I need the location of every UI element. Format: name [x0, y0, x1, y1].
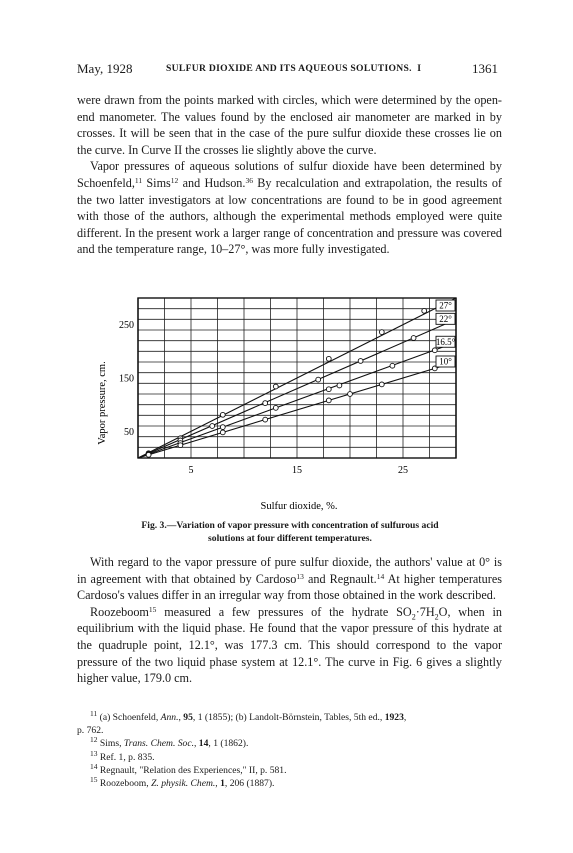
ref-14: 14 [376, 571, 385, 581]
data-point [337, 383, 342, 388]
series-label: 10° [439, 356, 452, 367]
header-part: I [417, 63, 422, 74]
data-point [326, 356, 331, 361]
data-point [411, 336, 416, 341]
data-point [220, 425, 225, 430]
data-point [273, 405, 278, 410]
p4-text-d: O, when in equilibrium with the liquid phase. He found that the vapor pressure of this hydrate at the quadruple point, 12.1°, was 177.3 cm. This should correspond to the vapor pressure of the two liquid phase system at 12.1°. The curve in Fig. 6 gives a slightly higher value, 179.0 cm. [77, 604, 502, 686]
y-tick-label: 250 [119, 320, 134, 332]
y-tick-label: 50 [124, 426, 134, 438]
data-point [326, 387, 331, 392]
ref-36: 36 [245, 175, 253, 185]
ref-15: 15 [148, 604, 157, 614]
fn11-year: 1923 [384, 712, 404, 723]
p2-text-b: Sims [142, 175, 171, 190]
p3-text-b: and Regnault. [303, 571, 377, 586]
p3-text-a: With regard to the vapor pressure of pure sulfur dioxide, the authors' value at 0° is in agreement with that obtained by Cardoso [77, 555, 502, 586]
fn14-text: Regnault, "Relation des Experiences," II, p. 581. [97, 764, 287, 776]
data-point [220, 412, 225, 417]
fn11-volume: 95 [183, 712, 193, 723]
data-point [379, 330, 384, 335]
p2-text-d: By recalculation and extrapolation, the results of the two latter investigators at low concentrations are found to be in good agreement with those of the authors, although the experimental methods employed were quite different. In the present work a larger range of concentration and pressure was covered and the temperature range, 10–27°, was more fully investigated. [77, 175, 502, 257]
data-point [273, 384, 278, 389]
p2-text-a: Vapor pressures of aqueous solutions of sulfur dioxide have been determined by Schoenfeld, [77, 159, 502, 190]
data-point [422, 308, 427, 313]
x-tick-label: 25 [398, 465, 408, 476]
data-point [316, 377, 321, 382]
series-label: 22° [439, 313, 452, 324]
series-label: 16.5° [435, 336, 456, 347]
data-point [326, 398, 331, 403]
fn12-volume: 14 [198, 738, 209, 750]
header-title [166, 63, 421, 74]
fn12-text-a: Sims, [97, 738, 124, 750]
data-point [358, 359, 363, 364]
data-point [146, 452, 151, 457]
footnote-14 [77, 761, 502, 777]
x-tick-label: 5 [188, 465, 194, 476]
running-header [77, 61, 498, 79]
data-point [432, 348, 437, 353]
footnote-15 [77, 777, 502, 790]
paragraph-3 [77, 554, 502, 604]
y-tick-label: 150 [119, 373, 134, 385]
x-tick-label: 15 [292, 465, 302, 476]
fn13-text: Ref. 1, p. 835. [97, 751, 155, 763]
data-point [348, 392, 353, 397]
footnote-11-cont: p. 762. [77, 725, 104, 737]
p2-text-c: and Hudson. [178, 175, 246, 190]
figure-caption [90, 519, 490, 545]
p4-text-a: Roozeboom [90, 604, 149, 619]
data-point [263, 401, 268, 406]
footnotes [77, 711, 502, 790]
fn15-text-c: , 206 (1887). [224, 778, 275, 790]
ref-12: 12 [170, 175, 179, 185]
p4-text-b: measured a few pressures of the hydrate SO [156, 604, 412, 619]
data-point [210, 424, 215, 429]
data-point [263, 417, 268, 422]
paragraph-2 [77, 158, 502, 258]
paragraph-4 [77, 604, 502, 687]
fn-mark-11: 11 [90, 709, 98, 718]
subscript-2b: 2 [434, 612, 439, 622]
y-axis-label: Vapor pressure, cm. [97, 361, 108, 445]
footnote-12 [77, 737, 502, 750]
header-date: May, 1928 [77, 61, 133, 76]
fn11-text-b: , [178, 712, 184, 723]
fn15-journal: Z. physik. Chem. [151, 778, 216, 790]
paragraph-1: were drawn from the points marked with circles, which were determined by the open-end manometer. The values found by the enclosed air manometer are marked in by crosses. It will be seen that in the case of the pure sulfur dioxide these crosses lie on the curve. In Curve II the crosses lie slightly above the curve. [77, 93, 502, 157]
fn-mark-13: 13 [90, 748, 98, 758]
text-block-bottom [77, 554, 502, 687]
caption-line-2: solutions at four different temperatures. [208, 533, 372, 544]
series-label: 27° [439, 300, 452, 311]
fn15-text-b: , [215, 778, 221, 790]
footnote-13 [77, 748, 502, 764]
fn12-text-b: , [194, 738, 199, 750]
fn12-text-c: , 1 (1862). [208, 738, 249, 750]
p3-text-c: At higher temperatures Cardoso's values differ in an irregular way from those obtained in the work described. [77, 571, 502, 603]
data-point [178, 443, 183, 448]
data-point [379, 382, 384, 387]
fn15-volume: 1 [220, 778, 225, 790]
footnote-11 [77, 711, 502, 724]
p4-text-c: ·7H [415, 604, 435, 619]
fn11-text-c: , 1 (1855); (b) Landolt-Börnstein, Tables, 5th ed., [192, 712, 385, 723]
fn11-text-a: (a) Schoenfeld, [97, 712, 161, 723]
header-title-text: SULFUR DIOXIDE AND ITS AQUEOUS SOLUTIONS. [166, 63, 412, 74]
fn11-text-d: , [403, 712, 407, 723]
fn-mark-15: 15 [90, 775, 98, 785]
x-axis-label: Sulfur dioxide, %. [260, 501, 338, 512]
data-point [220, 430, 225, 435]
data-point [390, 363, 395, 368]
header-page-number: 1361 [472, 61, 498, 76]
fn-mark-12: 12 [90, 735, 98, 745]
vapor-pressure-chart [77, 293, 502, 513]
text-block-top [77, 92, 502, 258]
ref-13: 13 [296, 571, 304, 581]
fn12-journal: Trans. Chem. Soc. [123, 738, 194, 750]
fn-mark-14: 14 [90, 761, 98, 771]
subscript-2a: 2 [411, 612, 416, 622]
caption-line-1: Fig. 3.—Variation of vapor pressure with concentration of sulfurous acid [141, 520, 439, 531]
ref-11: 11 [134, 175, 143, 185]
fn15-text-a: Roozeboom, [97, 778, 152, 790]
fn11-journal: Ann. [160, 712, 179, 723]
figure-3 [77, 293, 502, 513]
